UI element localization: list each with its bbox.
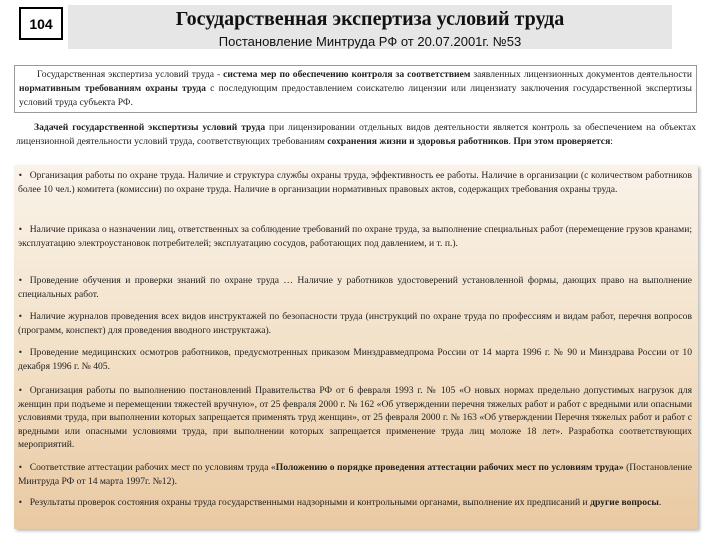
list-item-text: . xyxy=(658,497,662,508)
intro-emphasis-1: система мер по обеспечению контроля за соответствием xyxy=(223,69,471,80)
page-subtitle: Постановление Минтруда РФ от 20.07.2001г. №53 xyxy=(218,34,522,49)
list-item-text: Проведение медицинских осмотров работников, предусмотренных приказом Минздравмедпрома России от 14 марта 1996 г. № 90 и Минздрава России от 10 декабря 1996 г. № 405. xyxy=(18,347,692,372)
list-item-text: (Постановление Минтруда РФ от 14 марта 1997г. №12). xyxy=(18,462,692,487)
intro-text-3: с последующим предоставлением соискателю лицензии или лицензиату заключения государственной экспертизы условий труда субъекта РФ. xyxy=(19,83,692,109)
list-item xyxy=(18,274,692,301)
list-item xyxy=(18,384,692,452)
intro-text-2: заявленных лицензионных документов деятельности xyxy=(470,69,692,80)
list-item-emphasis: Положению о порядке проведения аттестации рабочих мест по условиям труда» xyxy=(275,462,624,473)
bullet-icon: • xyxy=(18,225,23,234)
bullet-icon: • xyxy=(18,348,23,357)
task-paragraph xyxy=(16,121,696,149)
bullet-icon: • xyxy=(18,498,23,507)
intro-box xyxy=(14,65,697,113)
list-item-text: Наличие журналов проведения всех видов инструктажей по безопасности труда (инструкций по охране труда по профессиям и видам работ, перечня вопросов (программ, конспект) для проведения вводного инструктажа). xyxy=(18,311,692,336)
intro-text-1: Государственная экспертиза условий труда - xyxy=(37,69,224,80)
list-item xyxy=(18,169,692,196)
checklist-panel xyxy=(14,165,698,529)
bullet-icon: • xyxy=(18,463,23,472)
list-item-text: Организация работы по охране труда. Наличие и структура службы охраны труда, эффективность ее работы. Наличие в организации (с количеством работников более 10 чел.) комитета (комиссии) по охране труда. Наличие в организации нормативных правовых актов, содержащих требования охраны труда. xyxy=(18,170,692,195)
bullet-icon: • xyxy=(18,386,23,395)
task-emphasis: сохранения жизни и здоровья работников xyxy=(327,136,509,148)
slide-number-box xyxy=(19,7,63,40)
list-item xyxy=(18,461,692,488)
task-text-3: : xyxy=(610,136,613,148)
list-item xyxy=(18,346,692,373)
task-text-2: . xyxy=(508,136,514,148)
list-item-text: Проведение обучения и проверки знаний по охране труда … Наличие у работников удостоверений установленной формы, дающих право на выполнение специальных работ. xyxy=(18,275,692,300)
list-item-text: Соответствие аттестации рабочих мест по условиям труда « xyxy=(29,462,276,473)
task-checked-label: При этом проверяется xyxy=(513,136,611,148)
list-item xyxy=(18,496,692,510)
list-item-emphasis: другие вопросы xyxy=(590,497,659,508)
list-item-text: Результаты проверок состояния охраны труда государственными надзорными и контрольными органами, выполнение их предписаний и xyxy=(29,497,591,508)
bullet-icon: • xyxy=(18,171,23,180)
list-item xyxy=(18,223,692,250)
bullet-icon: • xyxy=(18,276,23,285)
task-text-1: при лицензировании отдельных видов деятельности является контроль за обеспечением на объектах лицензионной деятельности условий труда, соответствующих требованиям xyxy=(16,122,697,148)
intro-emphasis-2: нормативным требованиям охраны труда xyxy=(19,83,206,95)
list-item xyxy=(18,310,692,337)
list-item-text: Наличие приказа о назначении лиц, ответственных за соблюдение требований по охране труда, за выполнение специальных работ (перемещение грузов кранами; эксплуатацию электроустановок потребителей; эксплуатацию сосудов, работающих под давлением, и т. п.). xyxy=(18,224,692,249)
list-item-text: Организация работы по выполнению постановлений Правительства РФ от 6 февраля 1993 г. № 105 «О новых нормах предельно допустимых нагрузок для женщин при подъеме и перемещении тяжестей вручную», от 25 февраля 2000 г. № 162 «Об утверждении перечня тяжелых работ и работ с вредными или опасными условиями труда, при выполнении которых запрещается применять труд женщин», от 25 февраля 2000 г. № 163 «Об утверждении Перечня тяжелых работ и работ с вредными или опасными условиями труда, при выполнении которых запрещается применение труда лиц моложе 18 лет». Разработка соответствующих мероприятий. xyxy=(18,385,692,451)
bullet-icon: • xyxy=(18,312,23,321)
page-title: Государственная экспертиза условий труда xyxy=(175,8,565,30)
task-heading: Задачей государственной экспертизы условий труда xyxy=(34,122,266,133)
slide-number: 104 xyxy=(29,15,53,32)
